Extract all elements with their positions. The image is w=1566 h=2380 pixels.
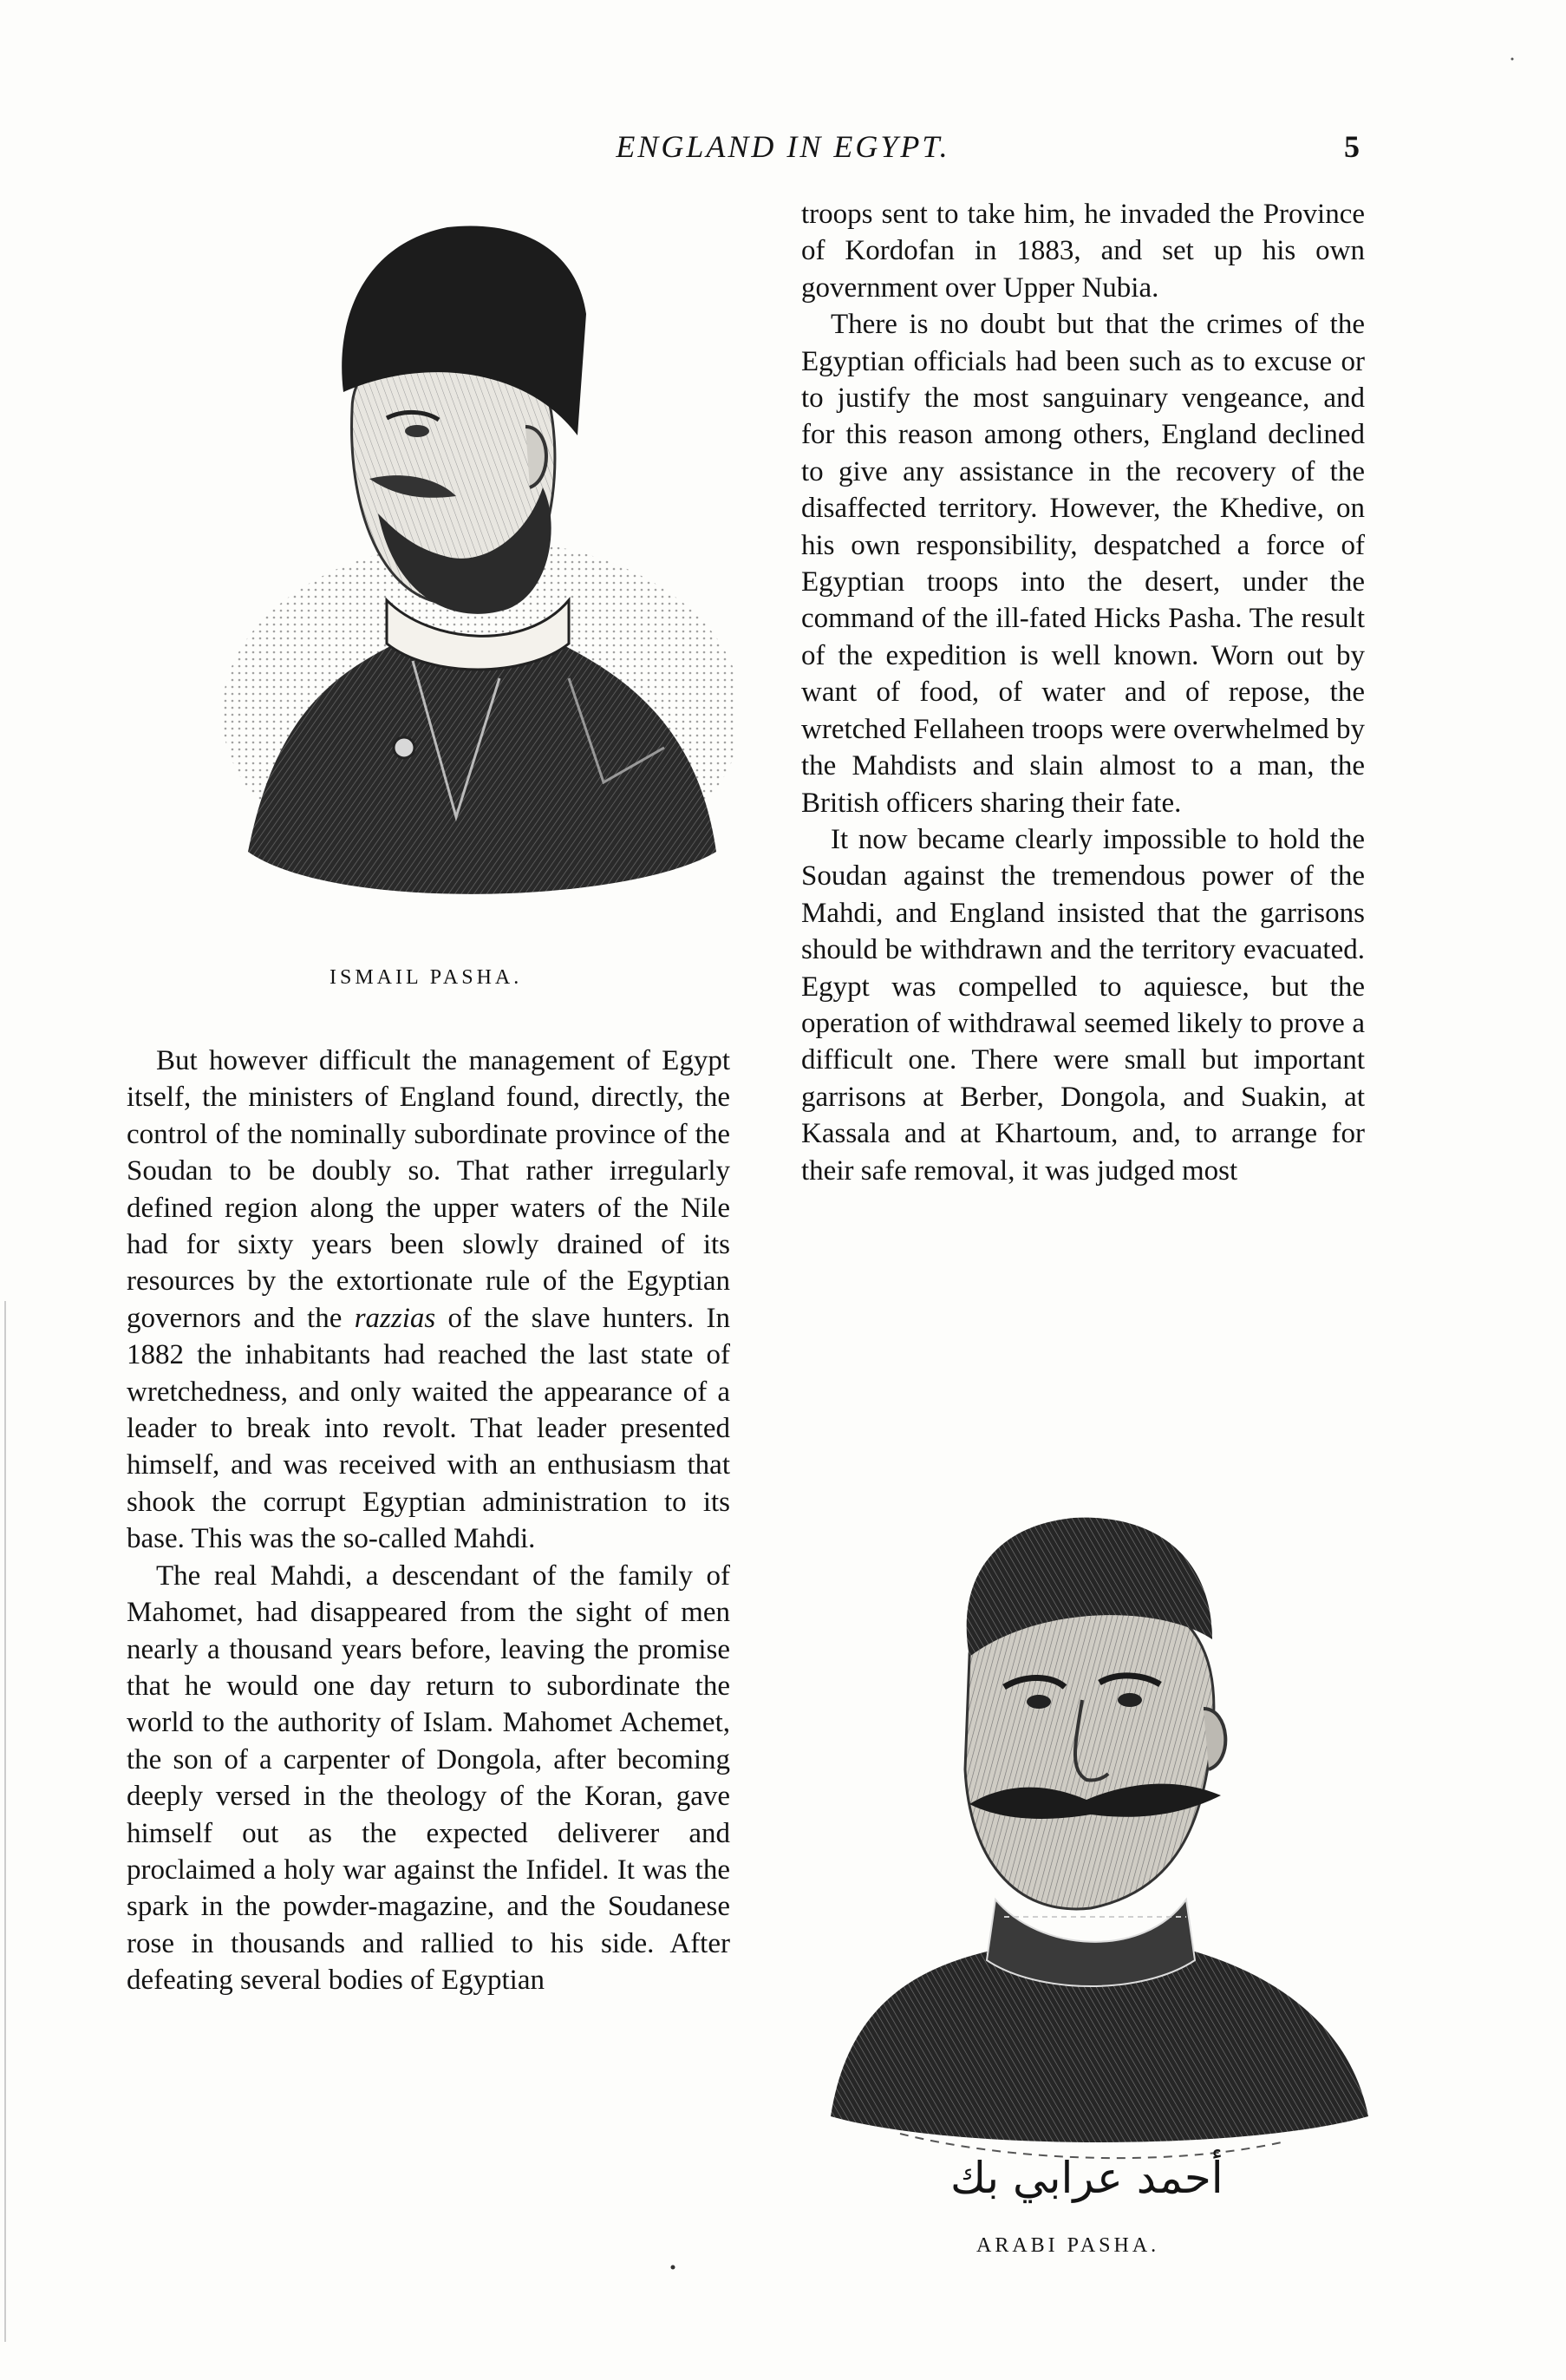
arabi-pasha-caption: ARABI PASHA.	[976, 2234, 1160, 2257]
left-paragraph-1-start: But however difficult the management of Egypt itself, the ministers of England found, directly, the control of the nominally subordinate province of the Soudan to be doubly so. That rather irregularly defined region along the upper waters of the Nile had for sixty years been slowly drained of its resources by the extortionate rule of the Egyptian governors and the	[127, 1045, 730, 1334]
left-paragraph-1-end: of the slave hunters. In 1882 the inhabitants had reached the last state of wretchedness, and only waited the appearance of a leader to break into revolt. That leader presented himself, and was received with an enthusiasm that shook the corrupt Egyptian administration to its base. This was the so-called Mahdi.	[127, 1302, 730, 1555]
right-column-text	[801, 196, 1365, 1189]
left-paragraph-1	[127, 1043, 730, 1558]
arabi-pasha-portrait	[796, 1509, 1386, 2203]
running-title: ENGLAND IN EGYPT.	[616, 129, 950, 164]
italic-term: razzias	[354, 1302, 436, 1334]
right-paragraph-2: It now became clearly impossible to hold the Soudan against the tremendous power of the Mahdi, and England insisted that the garrisons should be withdrawn and the territory evacuated. Egypt was compelled to aquiesce, but the operation of withdrawal seemed likely to prove a difficult one. There were small but important garrisons at Berber, Dongola, and Suakin, at Kassala and at Khartoum, and, to arrange for their safe removal, it was judged most	[801, 823, 1365, 1187]
right-paragraph-continued: troops sent to take him, he invaded the Province of Kordofan in 1883, and set up his own government over Upper Nubia.	[801, 199, 1365, 304]
arabi-arabic-signature: أحمد عرابي بك	[950, 2153, 1223, 2203]
page-number: 5	[1344, 129, 1360, 164]
left-column-text	[127, 1043, 730, 1999]
right-paragraph-1: There is no doubt but that the crimes of the Egyptian officials had been such as to excuse or to justify the most sanguinary vengeance, and for this reason among others, England declined to give any assistance in the recovery of the disaffected territory. However, the Khedive, on his own responsibility, despatched a force of Egyptian troops into the desert, under the command of the ill-fated Hicks Pasha. The result of the expedition is well known. Worn out by want of food, of water and of repose, the wretched Fellaheen troops were overwhelmed by the Mahdists and slain almost to a man, the British officers sharing their fate.	[801, 309, 1365, 819]
ismail-pasha-caption: ISMAIL PASHA.	[330, 966, 523, 989]
left-paragraph-2: The real Mahdi, a descendant of the family of Mahomet, had disappeared from the sight of men nearly a thousand years before, leaving the promise that he would one day return to subordinate the world to the authority of Islam. Mahomet Achemet, the son of a carpenter of Dongola, after becoming deeply versed in the theology of the Koran, gave himself out as the expected deliverer and proclaimed a holy war against the Infidel. It was the spark in the powder-magazine, and the Soudanese rose in thousands and rallied to his side. After defeating several bodies of Egyptian	[127, 1559, 730, 1997]
ismail-pasha-portrait	[196, 193, 734, 921]
